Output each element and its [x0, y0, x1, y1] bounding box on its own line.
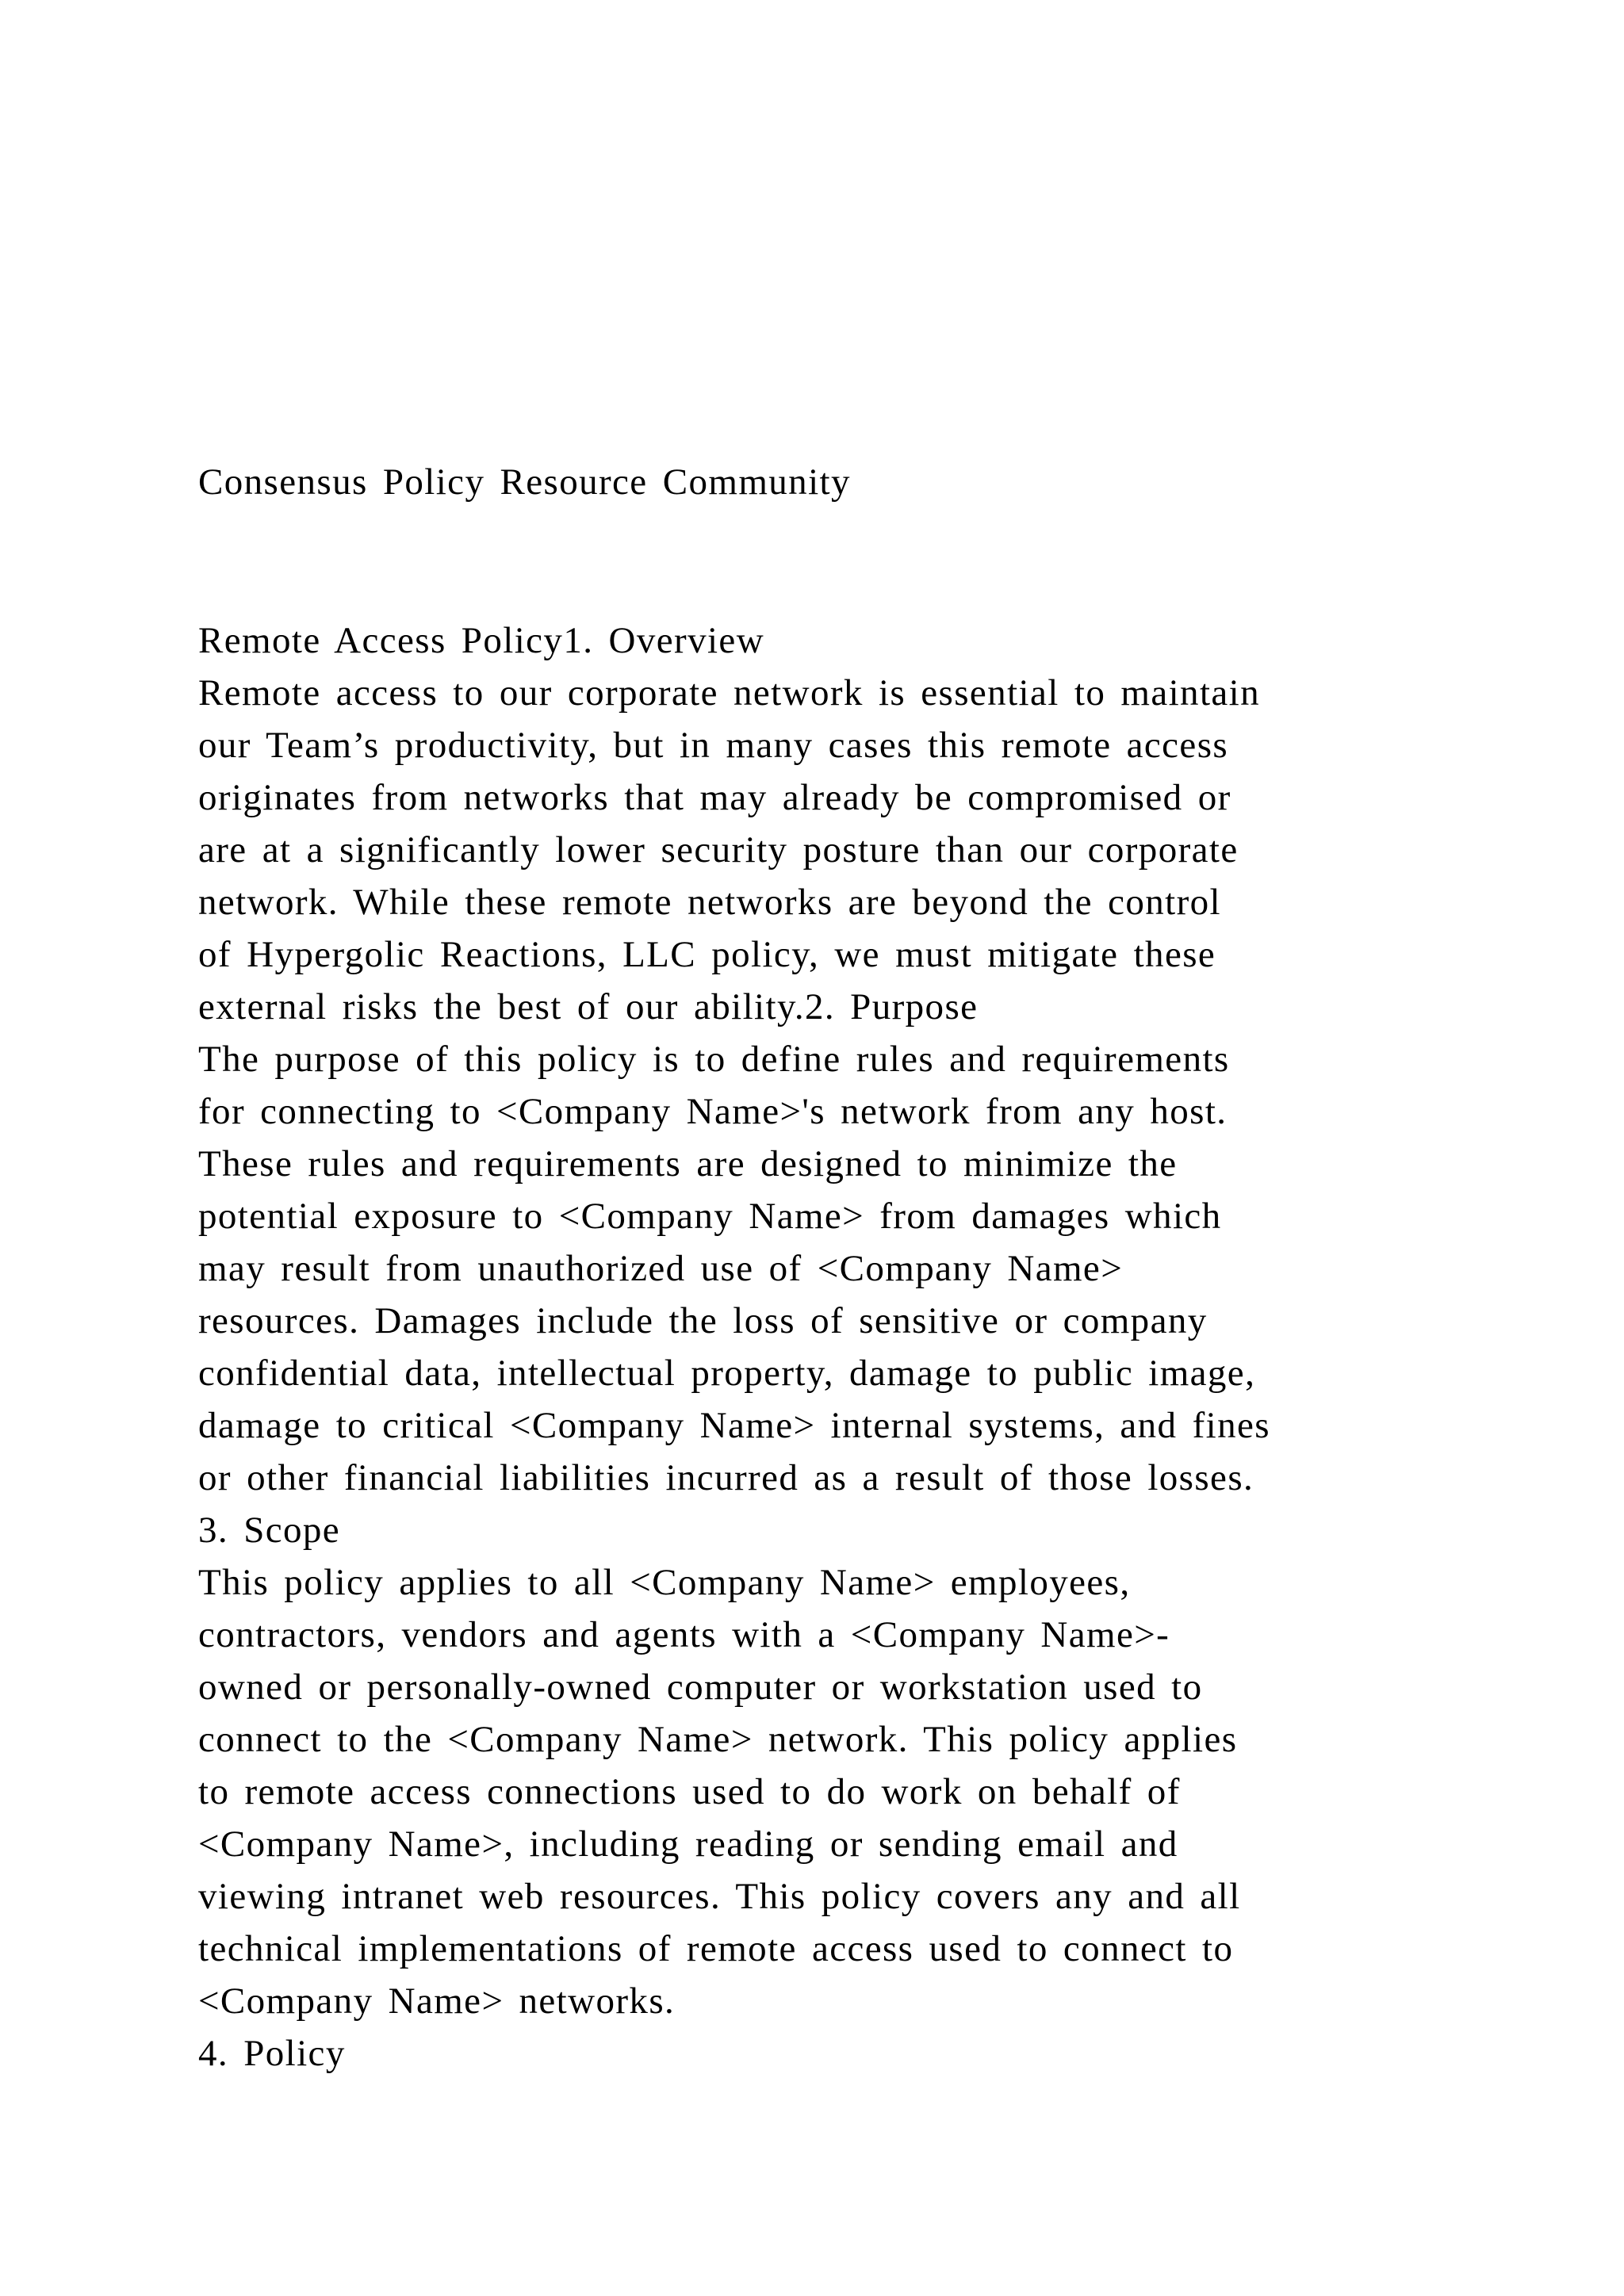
text-line: contractors, vendors and agents with a <Company Name>- [198, 1614, 1170, 1655]
text-line: damage to critical <Company Name> internal systems, and fines [198, 1405, 1270, 1446]
text-line: may result from unauthorized use of <Company Name> [198, 1248, 1124, 1289]
text-line: <Company Name> networks. [198, 1980, 676, 2022]
text-line: resources. Damages include the loss of sensitive or company [198, 1300, 1208, 1341]
text-line: are at a significantly lower security posture than our corporate [198, 829, 1239, 871]
text-line: technical implementations of remote access used to connect to [198, 1928, 1234, 1969]
section-heading-policy: 4. Policy [198, 2033, 346, 2074]
text-line: <Company Name>, including reading or sending email and [198, 1823, 1178, 1865]
text-line: for connecting to <Company Name>'s network from any host. [198, 1091, 1228, 1132]
text-line: The purpose of this policy is to define rules and requirements [198, 1039, 1230, 1080]
text-line: network. While these remote networks are beyond the control [198, 882, 1221, 923]
text-line: connect to the <Company Name> network. This policy applies [198, 1719, 1238, 1760]
text-line: This policy applies to all <Company Name> employees, [198, 1562, 1131, 1603]
document-header-title: Consensus Policy Resource Community [198, 461, 851, 503]
text-line: our Team’s productivity, but in many cases this remote access [198, 725, 1229, 766]
text-line: potential exposure to <Company Name> from damages which [198, 1196, 1222, 1237]
text-line: external risks the best of our ability.2. Purpose [198, 986, 979, 1027]
text-line: of Hypergolic Reactions, LLC policy, we must mitigate these [198, 934, 1216, 975]
text-line: confidential data, intellectual property, damage to public image, [198, 1353, 1256, 1394]
text-line: owned or personally-owned computer or workstation used to [198, 1667, 1203, 1708]
text-line: These rules and requirements are designed to minimize the [198, 1143, 1178, 1184]
text-line: originates from networks that may already be compromised or [198, 777, 1231, 818]
text-line: viewing intranet web resources. This policy covers any and all [198, 1876, 1241, 1917]
text-line: Remote access to our corporate network is essential to maintain [198, 672, 1261, 714]
text-line: or other financial liabilities incurred as a result of those losses. [198, 1457, 1254, 1498]
section-heading-scope: 3. Scope [198, 1510, 341, 1551]
text-line: to remote access connections used to do work on behalf of [198, 1771, 1181, 1812]
text-line: Remote Access Policy1. Overview [198, 620, 765, 661]
